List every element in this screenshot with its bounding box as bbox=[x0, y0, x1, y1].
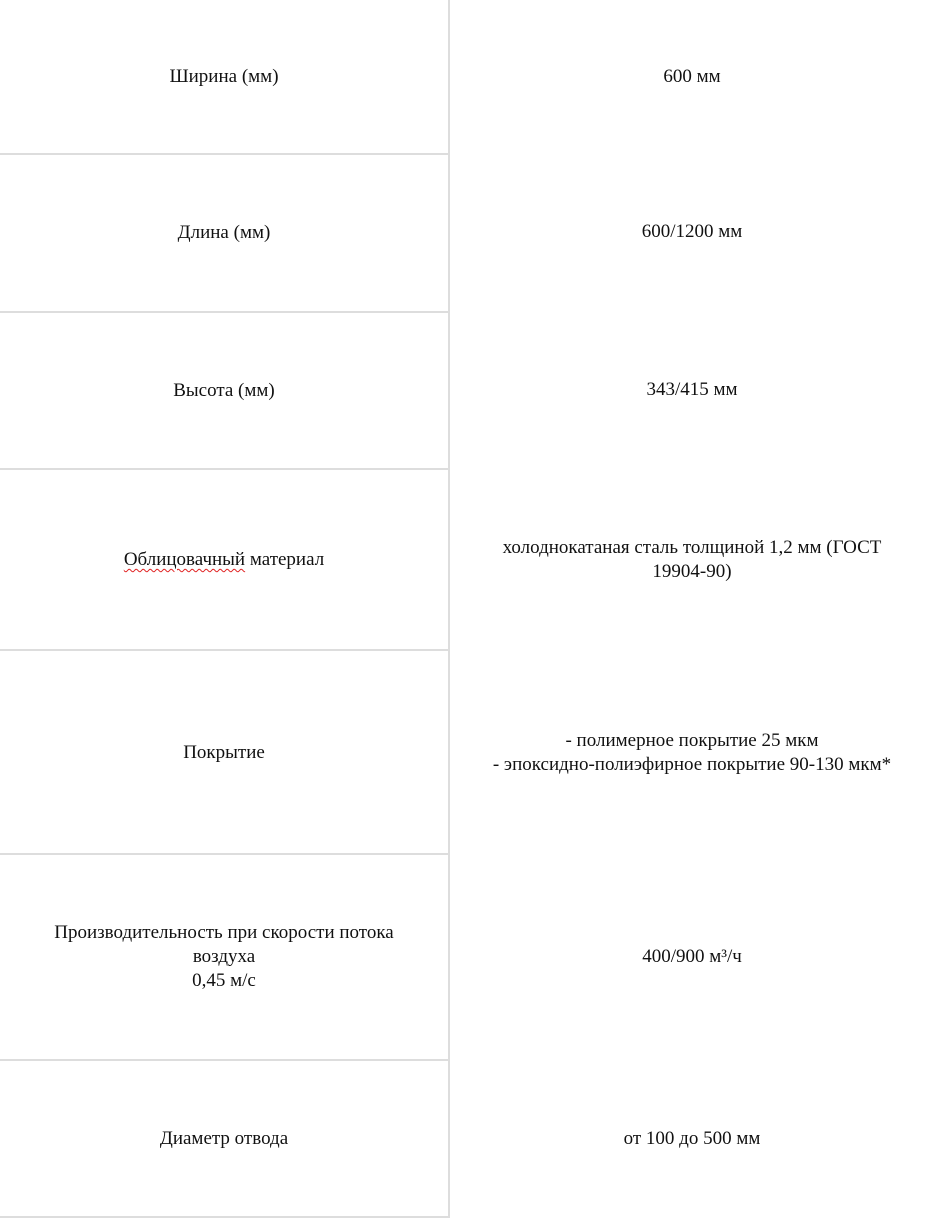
row-label-cell bbox=[0, 155, 450, 311]
row-value-cell bbox=[450, 0, 934, 154]
row-label: Ширина (мм) bbox=[169, 66, 279, 87]
row-label: Длина (мм) bbox=[177, 222, 271, 243]
row-value: 343/415 мм bbox=[646, 378, 738, 400]
row-label-rest: материал bbox=[245, 549, 325, 570]
row-value: холоднокатаная сталь толщиной 1,2 мм (ГОСТ 19904-90) bbox=[502, 537, 882, 582]
row-value-cell bbox=[450, 313, 934, 468]
row-label-cell bbox=[0, 651, 450, 854]
row-value-cell bbox=[450, 1061, 934, 1217]
row-value-cell bbox=[450, 155, 934, 311]
row-value-cell bbox=[450, 855, 934, 1059]
row-value-cell bbox=[450, 470, 934, 650]
row-label-line: Производительность при скорости потока воздуха bbox=[54, 922, 394, 967]
row-label-cell bbox=[0, 0, 450, 154]
row-value: 400/900 м³/ч bbox=[642, 946, 742, 967]
table-row bbox=[0, 651, 934, 854]
row-label: Диаметр отвода bbox=[159, 1128, 289, 1149]
table-row bbox=[0, 155, 934, 311]
row-label-cell bbox=[0, 470, 450, 650]
row-value-cell bbox=[450, 651, 934, 854]
row-value-line: - полимерное покрытие 25 мкм bbox=[565, 729, 819, 751]
row-label-cell bbox=[0, 313, 450, 468]
table-row bbox=[0, 470, 934, 650]
table-row bbox=[0, 1061, 934, 1217]
row-label: Покрытие bbox=[183, 741, 265, 763]
table-row bbox=[0, 0, 934, 154]
row-label-line: 0,45 м/с bbox=[192, 970, 256, 991]
table-row bbox=[0, 855, 934, 1059]
row-label-cell bbox=[0, 855, 450, 1059]
row-label bbox=[30, 921, 418, 993]
row-value: от 100 до 500 мм bbox=[623, 1128, 761, 1149]
row-label bbox=[124, 548, 324, 572]
row-divider bbox=[0, 1216, 450, 1218]
row-value: 600/1200 мм bbox=[641, 221, 743, 242]
row-label-cell bbox=[0, 1061, 450, 1217]
row-label: Высота (мм) bbox=[173, 379, 275, 401]
table-row bbox=[0, 313, 934, 468]
row-value-line: - эпоксидно-полиэфирное покрытие 90-130 мкм* bbox=[492, 753, 892, 775]
row-value: 600 мм bbox=[663, 66, 721, 87]
misspelled-word: Облицовачный bbox=[123, 549, 246, 570]
row-value bbox=[493, 729, 891, 777]
